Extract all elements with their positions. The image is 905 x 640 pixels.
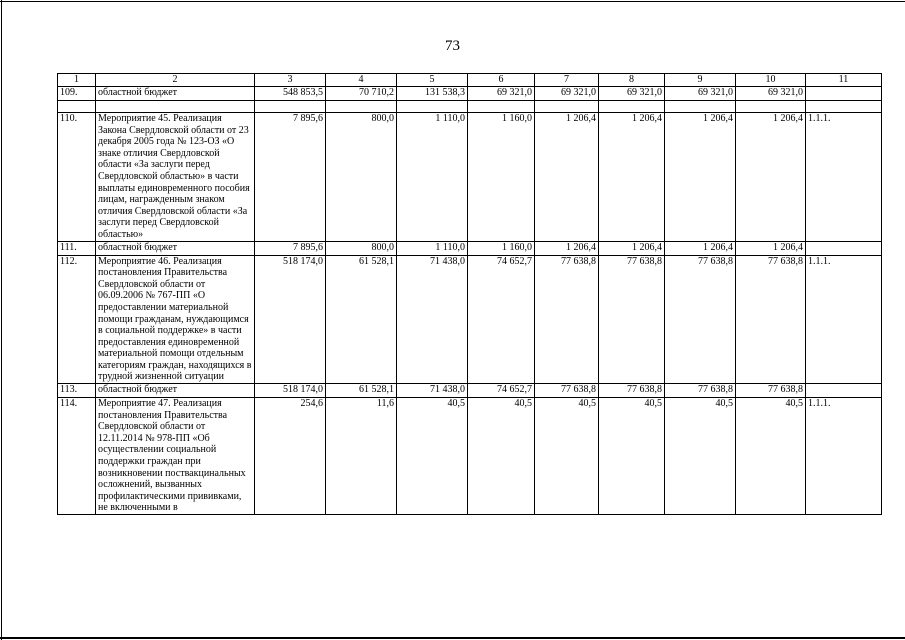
sheet-edge-left [1,0,2,640]
column-header: 3 [255,74,326,87]
empty-cell [806,101,882,113]
value-cell: 40,5 [599,398,665,515]
row-description: Мероприятие 47. Реализация постановления Правительства Свердловской области от 12.11.2014 № 978-ПП «Об осуществлении социальной поддержки граждан при возникновении поствакцинальных осложнений, вызванных профилактическими прививками, не включенными в [96,398,255,515]
value-cell: 40,5 [736,398,806,515]
column-header: 6 [468,74,535,87]
value-cell: 1 160,0 [468,241,535,255]
table-row [58,384,882,398]
column-header: 1 [58,74,96,87]
value-cell: 1 206,4 [535,241,599,255]
value-cell: 1 110,0 [397,241,468,255]
row-number: 114. [58,398,96,515]
row-description: областной бюджет [96,241,255,255]
value-cell: 77 638,8 [599,255,665,384]
value-cell: 11,6 [326,398,397,515]
row-number: 109. [58,87,96,101]
column-header: 11 [806,74,882,87]
table-row [58,113,882,242]
budget-table [57,73,882,515]
value-cell: 77 638,8 [736,255,806,384]
value-cell: 1 206,4 [736,113,806,242]
value-cell: 69 321,0 [468,87,535,101]
value-cell: 69 321,0 [535,87,599,101]
value-cell: 70 710,2 [326,87,397,101]
row-number: 110. [58,113,96,242]
value-cell: 518 174,0 [255,384,326,398]
sheet-edge-top [0,1,905,2]
table-row [58,255,882,384]
value-cell: 69 321,0 [665,87,736,101]
reference-cell [806,241,882,255]
value-cell: 74 652,7 [468,255,535,384]
reference-cell: 1.1.1. [806,398,882,515]
value-cell: 77 638,8 [665,384,736,398]
column-header: 9 [665,74,736,87]
column-header: 2 [96,74,255,87]
value-cell: 69 321,0 [736,87,806,101]
reference-cell [806,384,882,398]
table-row [58,398,882,515]
sheet-edge-bottom [0,637,905,639]
reference-cell: 1.1.1. [806,113,882,242]
row-number: 111. [58,241,96,255]
value-cell: 61 528,1 [326,384,397,398]
reference-cell: 1.1.1. [806,255,882,384]
value-cell: 1 206,4 [736,241,806,255]
empty-cell [96,101,255,113]
value-cell: 40,5 [397,398,468,515]
value-cell: 74 652,7 [468,384,535,398]
value-cell: 1 206,4 [599,241,665,255]
table-row [58,87,882,101]
value-cell: 40,5 [535,398,599,515]
value-cell: 1 206,4 [535,113,599,242]
row-description: областной бюджет [96,87,255,101]
value-cell: 71 438,0 [397,255,468,384]
value-cell: 1 206,4 [665,113,736,242]
column-header: 7 [535,74,599,87]
row-number: 112. [58,255,96,384]
row-description: Мероприятие 45. Реализация Закона Свердловской области от 23 декабря 2005 года № 123-ОЗ «О знаке отличия Свердловской области «За заслуги перед Свердловской областью» в части выплаты единовременного пособия лицам, награжденным знаком отличия Свердловской области «За заслуги перед Свердловской областью» [96,113,255,242]
value-cell: 40,5 [468,398,535,515]
value-cell: 7 895,6 [255,241,326,255]
column-header: 8 [599,74,665,87]
value-cell: 1 206,4 [599,113,665,242]
empty-cell [397,101,468,113]
value-cell: 69 321,0 [599,87,665,101]
value-cell: 77 638,8 [535,255,599,384]
value-cell: 77 638,8 [535,384,599,398]
empty-cell [665,101,736,113]
value-cell: 77 638,8 [599,384,665,398]
value-cell: 548 853,5 [255,87,326,101]
row-description: Мероприятие 46. Реализация постановления Правительства Свердловской области от 06.09.2006 № 767-ПП «О предоставлении материальной помощи гражданам, нуждающимся в социальной поддержке» в части предоставления единовременной материальной помощи отдельным категориям граждан, находящихся в трудной жизненной ситуации [96,255,255,384]
value-cell: 800,0 [326,241,397,255]
empty-cell [468,101,535,113]
value-cell: 1 110,0 [397,113,468,242]
value-cell: 77 638,8 [736,384,806,398]
value-cell: 77 638,8 [665,255,736,384]
value-cell: 7 895,6 [255,113,326,242]
value-cell: 518 174,0 [255,255,326,384]
empty-cell [58,101,96,113]
reference-cell [806,87,882,101]
page-number: 73 [445,38,460,54]
value-cell: 61 528,1 [326,255,397,384]
table-row [58,241,882,255]
empty-cell [736,101,806,113]
value-cell: 71 438,0 [397,384,468,398]
empty-cell [535,101,599,113]
table-row-empty [58,101,882,113]
row-description: областной бюджет [96,384,255,398]
column-header: 10 [736,74,806,87]
column-header: 5 [397,74,468,87]
empty-cell [599,101,665,113]
row-number: 113. [58,384,96,398]
value-cell: 40,5 [665,398,736,515]
value-cell: 131 538,3 [397,87,468,101]
table-header-row [58,74,882,87]
value-cell: 254,6 [255,398,326,515]
value-cell: 1 206,4 [665,241,736,255]
empty-cell [326,101,397,113]
empty-cell [255,101,326,113]
column-header: 4 [326,74,397,87]
value-cell: 1 160,0 [468,113,535,242]
value-cell: 800,0 [326,113,397,242]
